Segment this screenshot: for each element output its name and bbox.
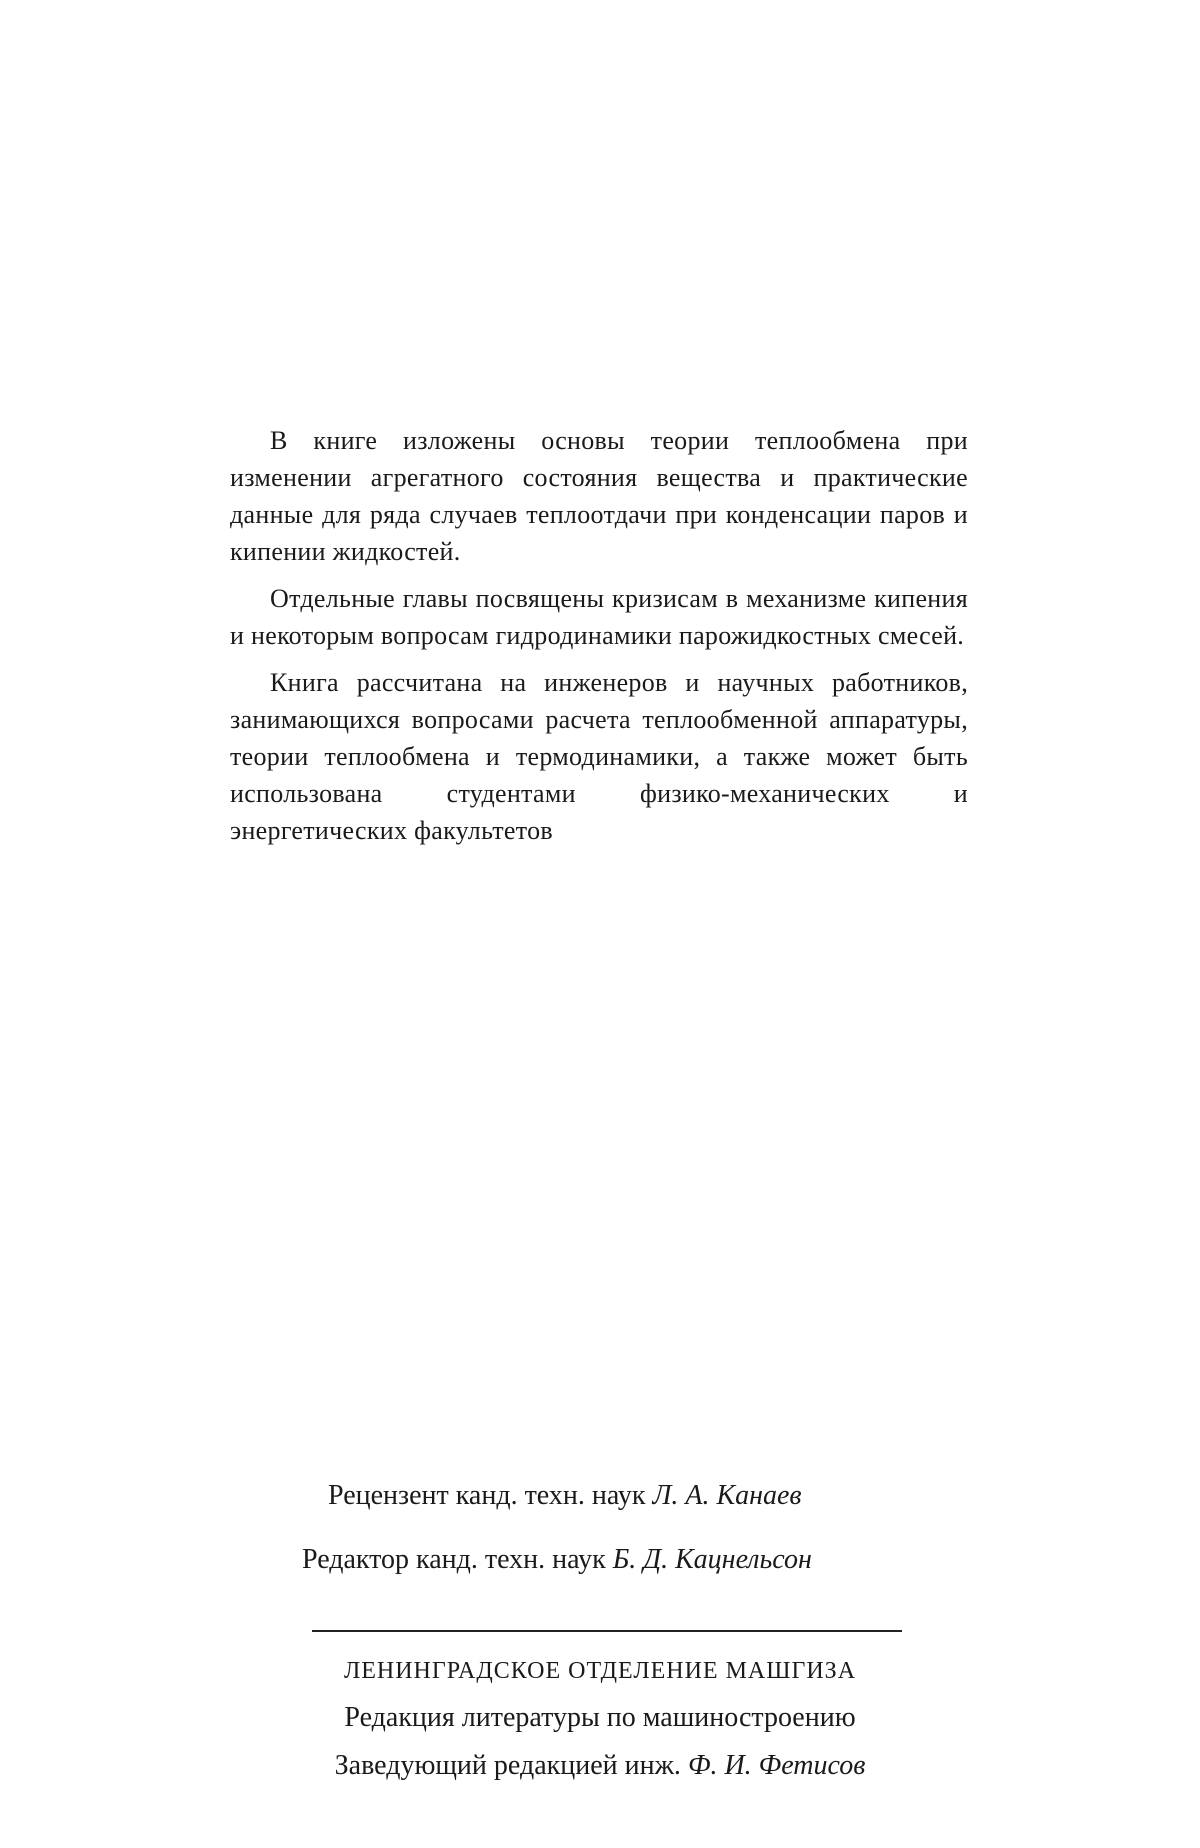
abstract-paragraph: Отдельные главы посвящены кризисам в механизме кипения и некоторым вопросам гидродинамики парожидкостных смесей. xyxy=(230,584,968,650)
division-head-line xyxy=(0,1750,1200,1782)
editorial-division: Редакция литературы по машиностроению xyxy=(344,1702,856,1733)
reviewer-name: Л. А. Канаев xyxy=(652,1480,802,1511)
editor-line xyxy=(302,1544,812,1576)
abstract-paragraph: Книга рассчитана на инженеров и научных работников, занимающихся вопросами расчета теплообменной аппаратуры, теории теплообмена и термодинамики, а также может быть использована студентами физико-механических и энергетических факультетов xyxy=(230,668,968,845)
editor-name: Б. Д. Кацнельсон xyxy=(612,1544,812,1575)
abstract-paragraph: В книге изложены основы теории теплообмена при изменении агрегатного состояния вещества и практические данные для ряда случаев теплоотдачи при конденсации паров и кипении жидкостей. xyxy=(230,426,968,566)
editor-role: Редактор канд. техн. наук xyxy=(302,1544,606,1575)
reviewer-role: Рецензент канд. техн. наук xyxy=(328,1480,646,1511)
publisher-name: ЛЕНИНГРАДСКОЕ ОТДЕЛЕНИЕ МАШГИЗА xyxy=(343,1658,857,1684)
divider-rule xyxy=(312,1630,902,1632)
reviewer-line xyxy=(328,1480,802,1512)
division-head-role: Заведующий редакцией инж. xyxy=(334,1750,681,1781)
abstract xyxy=(230,422,968,859)
division-head-name: Ф. И. Фетисов xyxy=(687,1750,866,1781)
